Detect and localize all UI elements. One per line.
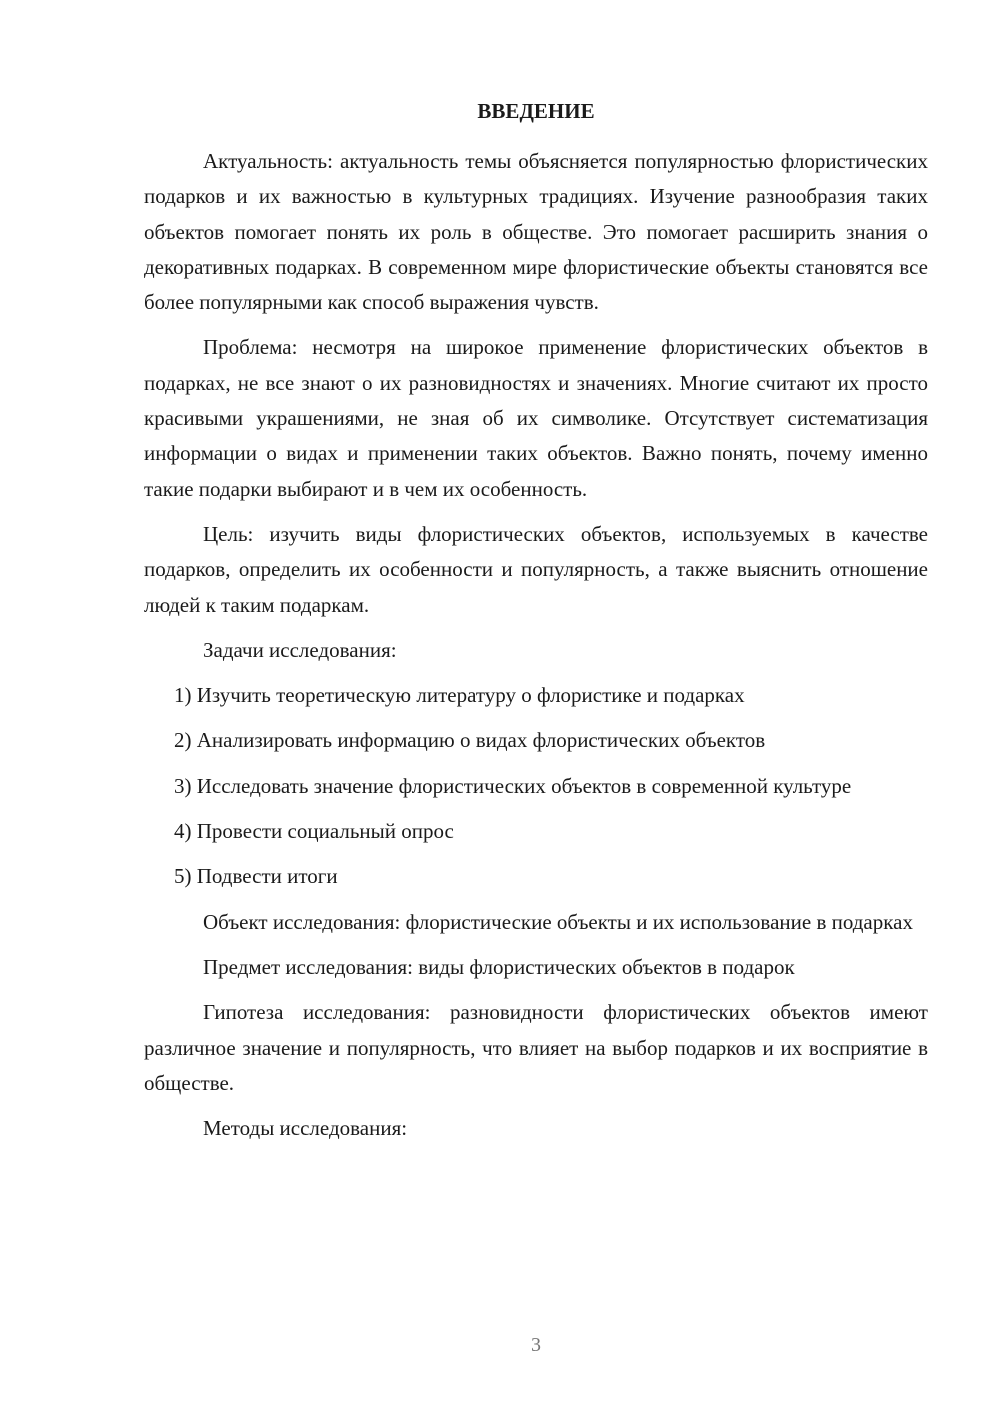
body-text xyxy=(144,144,928,1156)
document-page xyxy=(144,0,928,1414)
task-item-1: 1) Изучить теоретическую литературу о флористике и подарках xyxy=(174,683,745,708)
paragraph-hypothesis: Гипотеза исследования: разновидности флористических объектов имеют различное значение и популярность, что влияет на выбор подарков и их восприятие в обществе. xyxy=(144,1000,928,1095)
paragraph-object: Объект исследования: флористические объекты и их использование в подарках xyxy=(203,909,913,934)
paragraph-relevance: Актуальность: актуальность темы объясняется популярностью флористических подарков и их важностью в культурных традициях. Изучение разнообразия таких объектов помогает понять их роль в обществе. Это помогает расширить знания о декоративных подарках. В современном мире флористические объекты становятся все более популярными как способ выражения чувств. xyxy=(144,149,928,315)
paragraph-problem: Проблема: несмотря на широкое применение флористических объектов в подарках, не все знают о их разновидностях и значениях. Многие считают их просто красивыми украшениями, не зная об их символике. Отсутствует систематизация информации о видах и применении таких объектов. Важно понять, почему именно такие подарки выбирают и в чем их особенность. xyxy=(144,335,928,501)
page-number: 3 xyxy=(531,1334,541,1356)
paragraph-methods: Методы исследования: xyxy=(203,1116,408,1141)
task-item-5: 5) Подвести итоги xyxy=(174,864,338,889)
task-item-2: 2) Анализировать информацию о видах флористических объектов xyxy=(174,728,766,753)
task-item-3: 3) Исследовать значение флористических объектов в современной культуре xyxy=(174,773,852,798)
paragraph-goal: Цель: изучить виды флористических объектов, используемых в качестве подарков, определить их особенности и популярность, а также выяснить отношение людей к таким подаркам. xyxy=(144,521,928,617)
paragraph-tasks-title: Задачи исследования: xyxy=(203,637,397,662)
section-heading: ВВЕДЕНИЕ xyxy=(477,99,595,123)
task-item-4: 4) Провести социальный опрос xyxy=(174,819,454,844)
paragraph-subject: Предмет исследования: виды флористических объектов в подарок xyxy=(203,954,795,979)
